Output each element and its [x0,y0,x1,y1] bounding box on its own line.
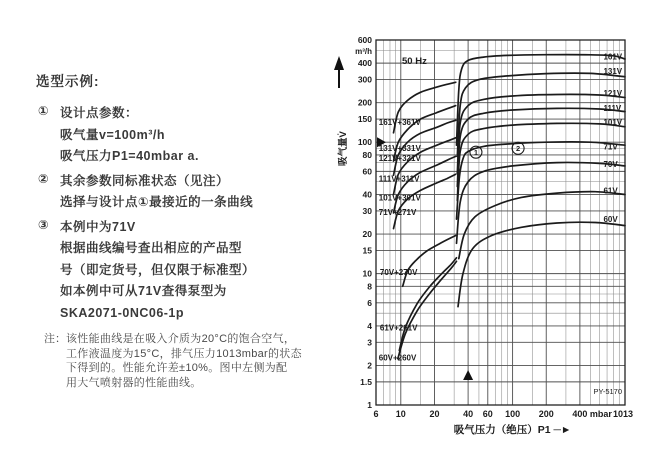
step-line: 如本例中可从71V查得泵型为 [60,284,227,298]
curve-label-101V: 101V [603,118,623,128]
y-tick: 30 [362,205,372,216]
curve-label-121V: 121V [603,89,623,99]
y-tick: 100 [357,137,372,148]
step-line: 选择与设计点①最接近的一条曲线 [60,195,254,209]
x-tick-end: 1013 [612,409,634,419]
x-tick: 100 [505,409,521,419]
y-tick: 1.5 [360,376,372,387]
footnote [44,332,336,390]
selection-step-1 [36,103,336,168]
y-axis-unit: m³/h [355,47,372,56]
step-lines [60,171,253,214]
section-title: 选型示例: [36,74,100,89]
x-axis-title: 吸气压力（绝压）P1 ─► [453,424,572,436]
annotation-1 [470,146,482,158]
step-line: 根据曲线编号查出相应的产品型 [60,241,243,255]
y-tick: 150 [357,114,372,125]
curve-label-70V+270V: 70V+270V [379,267,418,277]
y-axis-label: 吸气量V̇ [338,131,349,166]
curve-label-60V+260V: 60V+260V [378,353,417,363]
curve-label-71V: 71V [603,142,618,152]
step-line: 吸气压力P1=40mbar a. [60,149,199,163]
curve-label-101V+301V: 101V+301V [378,193,421,203]
curve-label-131V: 131V [603,67,623,77]
x-axis-unit: mbar [589,409,612,419]
x-tick: 400 [572,409,588,419]
curve-label-61V: 61V [603,186,618,196]
y-tick: 20 [362,229,372,240]
diagram-code: PY-5170 [593,387,622,396]
y-tick: 10 [362,268,372,279]
y-tick: 400 [357,58,372,69]
y-tick: 4 [367,320,372,331]
step-number: ② [38,171,49,186]
footnote-line: 工作液温度为15°C，排气压力1013mbar的状态 [66,347,302,360]
selection-step-2 [36,171,336,214]
y-tick: 200 [357,97,372,108]
curve-label-121V+321V: 121V+321V [378,153,421,163]
curve-label-111V+311V: 111V+311V [378,174,420,184]
selection-steps [36,103,336,324]
curve-label-111V: 111V [603,104,622,114]
performance-chart [330,26,664,449]
footnote-line: 下得到的。性能允许差±10%。图中左侧为配 [66,362,288,374]
curve-label-70V: 70V [603,160,618,170]
frequency-label: 50 Hz [402,56,427,67]
y-tick: 6 [367,297,372,308]
curve-labels [379,52,623,362]
svg-text:1: 1 [473,147,479,157]
y-tick: 80 [362,149,372,160]
step-line: 设计点参数： [60,106,139,120]
step-line: 吸气量v=100m³/h [60,127,165,142]
curve-label-61V+261V: 61V+261V [379,323,418,333]
up-arrow-icon [334,56,344,70]
step-lines [60,217,255,325]
step-line: 本例中为71V [60,219,136,234]
y-tick: 40 [362,189,372,200]
x-tick: 6 [373,409,379,419]
step-lines [60,103,199,168]
y-axis-title [334,56,349,166]
y-tick: 1 [367,400,372,410]
svg-text:2: 2 [516,144,521,154]
footnote-label: 注： [44,333,66,345]
y-tick: 600 [357,35,372,45]
curve-70V+270V [403,236,456,287]
y-tick: 2 [367,360,372,371]
footnote-text [66,332,302,390]
y-tick: 60 [362,166,372,177]
step-line: SKA2071-0NC06-1p [60,305,185,320]
curve-label-60V: 60V [603,215,618,225]
x-tick: 200 [538,409,554,419]
selection-step-3 [36,217,336,325]
design-pressure-marker [463,370,473,380]
y-tick: 3 [367,337,372,348]
step-line: 号（即定货号，但仅限于标准型） [60,262,256,277]
y-tick: 300 [357,74,372,85]
footnote-line: 用大气喷射器的性能曲线。 [66,376,202,389]
y-tick: 8 [367,281,372,292]
footnote-line: 该性能曲线是在吸入介质为20°C的饱合空气， [66,333,296,345]
y-tick: 15 [362,245,372,256]
x-tick: 40 [463,409,474,419]
x-tick: 60 [482,409,493,419]
step-line: 其余参数同标准状态（见注） [60,173,230,188]
x-tick: 10 [395,409,406,419]
curve-label-71V+271V: 71V+271V [378,207,417,217]
x-tick: 20 [429,409,440,419]
step-number: ③ [38,217,49,232]
step-number: ① [38,104,49,118]
pump-curve-chart [330,26,664,449]
curve-label-161V+361V: 161V+361V [378,117,421,127]
curve-label-131V+331V: 131V+331V [378,144,421,154]
curve-label-161V: 161V [603,52,623,62]
selection-example-text [36,70,336,390]
